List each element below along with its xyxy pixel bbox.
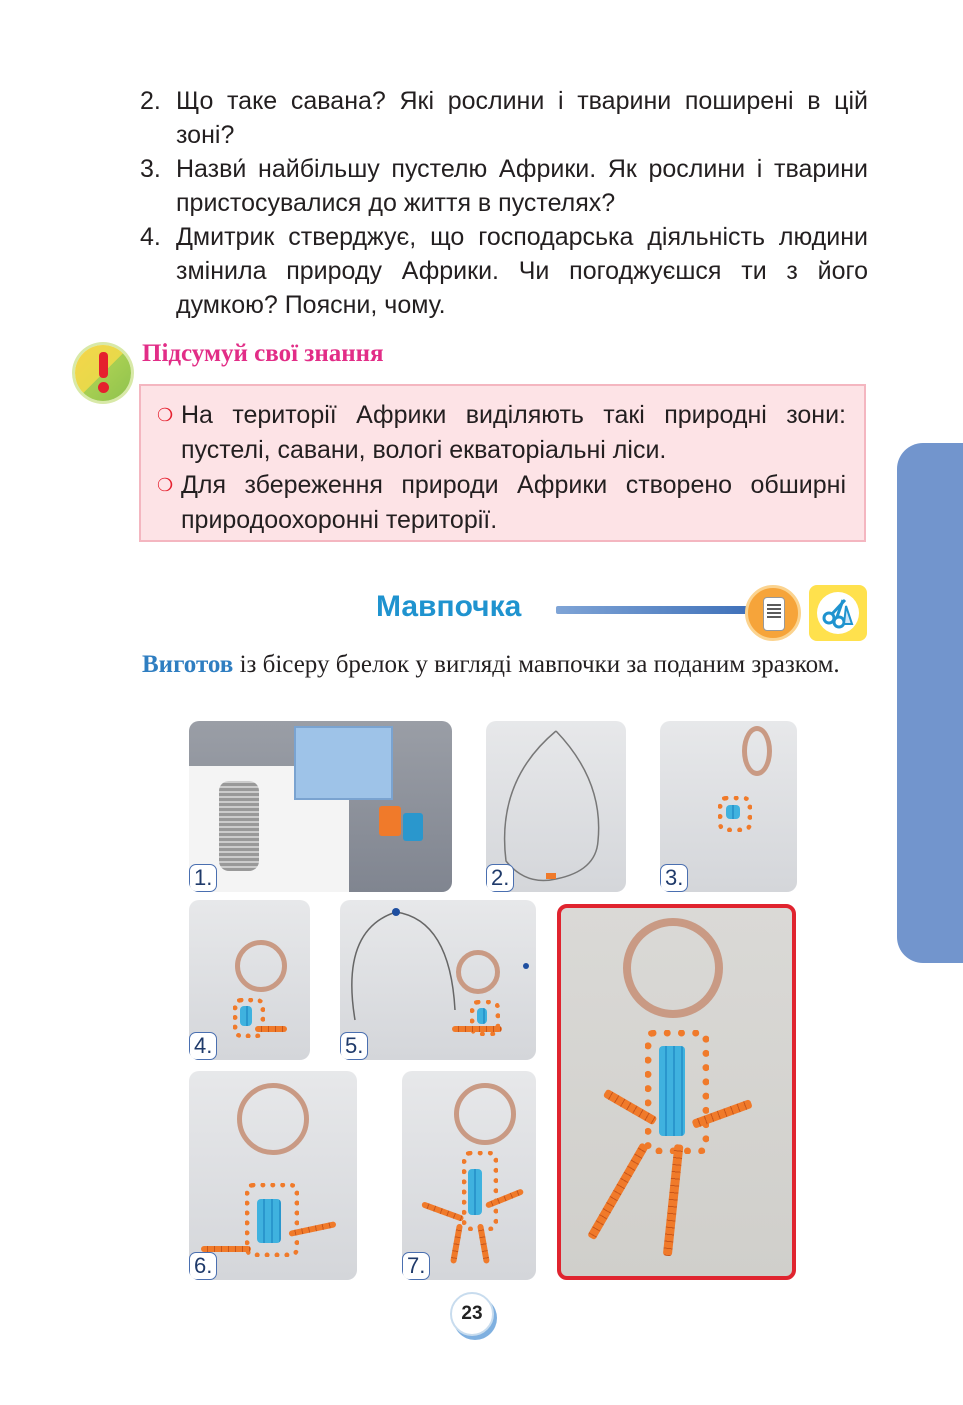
- question-2: [140, 84, 868, 152]
- step-label: 7.: [402, 1252, 430, 1280]
- step-label: 1.: [189, 864, 217, 892]
- summary-item: [157, 398, 846, 468]
- question-text: Назви́ найбільшу пустелю Африки. Як рослини і тварини пристосувалися до життя в пустелях?: [176, 155, 868, 217]
- side-tab: [897, 443, 963, 963]
- question-text: Що таке савана? Які рослини і тварини поширені в цій зоні?: [176, 87, 868, 149]
- question-text: Дмитрик стверджує, що господарська діяльність людини змінила природу Африки. Чи погоджуєшся ти з його думкою? Поясни, чому.: [176, 223, 868, 319]
- step-photo-3: [660, 721, 797, 892]
- step-label: 3.: [660, 864, 688, 892]
- ring-bullet-icon: ❍: [157, 405, 174, 425]
- title-underline: [556, 606, 756, 614]
- task-text: [142, 648, 868, 682]
- question-number: 2.: [140, 87, 161, 115]
- questions-list: [140, 84, 868, 322]
- section-title: Мавпочка: [376, 590, 522, 623]
- page-number: 23: [450, 1292, 494, 1336]
- step-label: 5.: [340, 1032, 368, 1060]
- summary-item-text: На території Африки виділяють такі природні зони: пустелі, савани, вологі екваторіальні ліси.: [181, 401, 846, 464]
- step-label: 6.: [189, 1252, 217, 1280]
- finished-monkey-photo: [557, 904, 796, 1280]
- exclamation-icon: [75, 345, 131, 401]
- summary-item: [157, 468, 846, 538]
- step-label: 4.: [189, 1032, 217, 1060]
- question-number: 3.: [140, 155, 161, 183]
- qr-code-icon[interactable]: [745, 585, 801, 641]
- step-label: 2.: [486, 864, 514, 892]
- question-number: 4.: [140, 223, 161, 251]
- question-3: [140, 152, 868, 220]
- step-photo-6: [189, 1071, 357, 1280]
- craft-scissors-icon: [809, 585, 867, 641]
- step-photo-5: [340, 900, 536, 1060]
- summary-item-text: Для збереження природи Африки створено обширні природоохоронні території.: [181, 471, 846, 534]
- summary-title: Підсумуй свої знання: [142, 340, 384, 367]
- ring-bullet-icon: ❍: [157, 475, 174, 495]
- task-verb: Виготов: [142, 651, 234, 678]
- step-photo-4: [189, 900, 310, 1060]
- summary-box: [139, 384, 866, 542]
- step-photo-7: [402, 1071, 536, 1280]
- step-photo-1: [189, 721, 452, 892]
- question-4: [140, 220, 868, 322]
- task-rest: із бісеру брелок у вигляді мавпочки за поданим зразком.: [233, 651, 840, 678]
- step-photo-2: [486, 721, 626, 892]
